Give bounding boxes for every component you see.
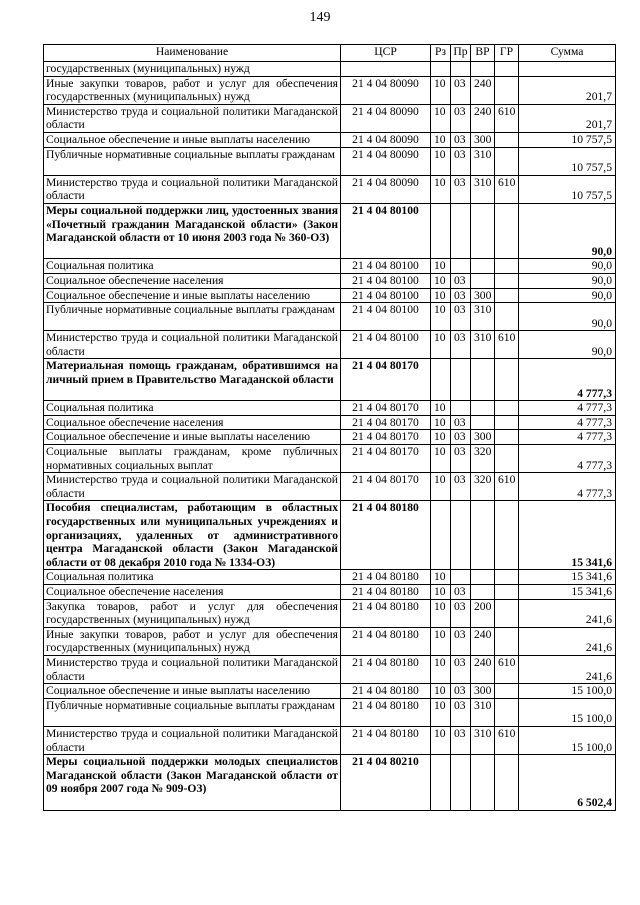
row-gr (495, 684, 519, 699)
row-gr (495, 273, 519, 288)
row-gr (495, 599, 519, 627)
row-gr (495, 288, 519, 303)
row-sum: 90,0 (519, 273, 616, 288)
row-rz (431, 755, 451, 810)
row-name: Социальное обеспечение и иные выплаты населению (44, 684, 341, 699)
row-pr: 03 (451, 175, 471, 203)
row-gr (495, 259, 519, 274)
row-vr: 320 (471, 445, 495, 473)
table-row (44, 76, 616, 104)
row-vr: 200 (471, 599, 495, 627)
row-csr: 21 4 04 80180 (341, 698, 431, 726)
row-gr: 610 (495, 656, 519, 684)
row-sum: 201,7 (519, 76, 616, 104)
row-sum: 4 777,3 (519, 473, 616, 501)
row-gr (495, 501, 519, 570)
row-name: Публичные нормативные социальные выплаты гражданам (44, 698, 341, 726)
row-sum: 90,0 (519, 288, 616, 303)
row-rz: 10 (431, 599, 451, 627)
row-sum: 10 757,5 (519, 147, 616, 175)
row-pr: 03 (451, 331, 471, 359)
row-csr: 21 4 04 80170 (341, 473, 431, 501)
row-pr: 03 (451, 147, 471, 175)
row-csr: 21 4 04 80180 (341, 684, 431, 699)
row-rz: 10 (431, 104, 451, 132)
row-sum: 15 341,6 (519, 570, 616, 585)
row-sum: 6 502,4 (519, 755, 616, 810)
row-sum: 241,6 (519, 627, 616, 655)
row-rz: 10 (431, 303, 451, 331)
row-rz: 10 (431, 288, 451, 303)
row-pr: 03 (451, 585, 471, 600)
row-vr (471, 203, 495, 258)
row-name: Социальная политика (44, 401, 341, 416)
row-rz: 10 (431, 259, 451, 274)
row-pr: 03 (451, 445, 471, 473)
row-vr: 240 (471, 76, 495, 104)
header-vr: ВР (471, 45, 495, 62)
table-row (44, 132, 616, 147)
row-rz: 10 (431, 331, 451, 359)
row-sum: 90,0 (519, 203, 616, 258)
row-pr (451, 259, 471, 274)
row-csr: 21 4 04 80090 (341, 104, 431, 132)
row-csr: 21 4 04 80180 (341, 627, 431, 655)
row-gr (495, 76, 519, 104)
row-rz: 10 (431, 147, 451, 175)
row-pr: 03 (451, 599, 471, 627)
row-csr: 21 4 04 80090 (341, 147, 431, 175)
row-vr (471, 585, 495, 600)
row-rz: 10 (431, 175, 451, 203)
row-gr (495, 401, 519, 416)
row-sum: 4 777,3 (519, 430, 616, 445)
row-pr (451, 570, 471, 585)
row-pr: 03 (451, 627, 471, 655)
row-gr (495, 430, 519, 445)
row-sum: 10 757,5 (519, 132, 616, 147)
row-gr: 610 (495, 473, 519, 501)
header-rz: Рз (431, 45, 451, 62)
row-name: Иные закупки товаров, работ и услуг для обеспечения государственных (муниципальных) нужд (44, 76, 341, 104)
header-name: Наименование (44, 45, 341, 62)
row-vr: 300 (471, 430, 495, 445)
row-vr (471, 415, 495, 430)
header-sum: Сумма (519, 45, 616, 62)
row-csr: 21 4 04 80090 (341, 175, 431, 203)
row-csr: 21 4 04 80090 (341, 132, 431, 147)
row-name: Министерство труда и социальной политики Магаданской области (44, 175, 341, 203)
row-sum: 15 100,0 (519, 698, 616, 726)
row-sum: 15 341,6 (519, 585, 616, 600)
row-sum: 4 777,3 (519, 359, 616, 401)
row-gr (495, 303, 519, 331)
row-csr: 21 4 04 80100 (341, 273, 431, 288)
row-csr: 21 4 04 80170 (341, 430, 431, 445)
table-row (44, 627, 616, 655)
table-row (44, 430, 616, 445)
row-sum: 15 100,0 (519, 684, 616, 699)
row-rz: 10 (431, 726, 451, 754)
row-rz: 10 (431, 698, 451, 726)
row-name: государственных (муниципальных) нужд (44, 62, 341, 77)
row-pr: 03 (451, 303, 471, 331)
row-rz: 10 (431, 473, 451, 501)
row-pr: 03 (451, 473, 471, 501)
row-csr: 21 4 04 80090 (341, 76, 431, 104)
row-sum: 90,0 (519, 331, 616, 359)
row-sum: 15 100,0 (519, 726, 616, 754)
row-gr (495, 132, 519, 147)
row-csr: 21 4 04 80170 (341, 445, 431, 473)
row-name: Меры социальной поддержки лиц, удостоенных звания «Почетный гражданин Магаданской области» (Закон Магаданской области от 10 июня 2003 года № 360-ОЗ) (44, 203, 341, 258)
table-row (44, 599, 616, 627)
row-sum: 15 341,6 (519, 501, 616, 570)
row-name: Публичные нормативные социальные выплаты гражданам (44, 303, 341, 331)
row-pr (451, 755, 471, 810)
row-sum: 201,7 (519, 104, 616, 132)
row-vr: 320 (471, 473, 495, 501)
table-row (44, 273, 616, 288)
row-gr (495, 147, 519, 175)
row-gr (495, 445, 519, 473)
row-gr (495, 203, 519, 258)
row-pr (451, 62, 471, 77)
row-rz: 10 (431, 656, 451, 684)
table-row (44, 684, 616, 699)
row-csr: 21 4 04 80170 (341, 415, 431, 430)
table-row (44, 303, 616, 331)
row-name: Социальная политика (44, 259, 341, 274)
header-pr: Пр (451, 45, 471, 62)
row-pr: 03 (451, 132, 471, 147)
row-name: Социальное обеспечение и иные выплаты населению (44, 430, 341, 445)
table-row (44, 473, 616, 501)
table-row (44, 570, 616, 585)
row-rz: 10 (431, 570, 451, 585)
row-name: Публичные нормативные социальные выплаты гражданам (44, 147, 341, 175)
row-sum (519, 62, 616, 77)
row-csr: 21 4 04 80180 (341, 570, 431, 585)
row-sum: 10 757,5 (519, 175, 616, 203)
row-csr (341, 62, 431, 77)
row-rz: 10 (431, 684, 451, 699)
row-sum: 4 777,3 (519, 445, 616, 473)
row-csr: 21 4 04 80170 (341, 359, 431, 401)
row-sum: 241,6 (519, 599, 616, 627)
table-row (44, 445, 616, 473)
row-rz: 10 (431, 415, 451, 430)
row-name: Иные закупки товаров, работ и услуг для обеспечения государственных (муниципальных) нужд (44, 627, 341, 655)
row-name: Социальное обеспечение и иные выплаты населению (44, 288, 341, 303)
row-gr (495, 755, 519, 810)
row-name: Министерство труда и социальной политики Магаданской области (44, 656, 341, 684)
row-csr: 21 4 04 80180 (341, 726, 431, 754)
row-vr: 300 (471, 288, 495, 303)
row-name: Министерство труда и социальной политики Магаданской области (44, 331, 341, 359)
table-row (44, 585, 616, 600)
row-name: Министерство труда и социальной политики Магаданской области (44, 104, 341, 132)
row-gr (495, 415, 519, 430)
row-gr (495, 570, 519, 585)
row-gr (495, 585, 519, 600)
row-csr: 21 4 04 80210 (341, 755, 431, 810)
table-row (44, 755, 616, 810)
row-vr (471, 501, 495, 570)
row-pr: 03 (451, 104, 471, 132)
table-row (44, 62, 616, 77)
row-vr (471, 570, 495, 585)
row-name: Социальные выплаты гражданам, кроме публичных нормативных социальных выплат (44, 445, 341, 473)
row-pr: 03 (451, 430, 471, 445)
row-sum: 4 777,3 (519, 401, 616, 416)
row-name: Социальное обеспечение и иные выплаты населению (44, 132, 341, 147)
page-number: 149 (309, 10, 331, 25)
header-csr: ЦСР (341, 45, 431, 62)
row-csr: 21 4 04 80100 (341, 259, 431, 274)
table-row (44, 259, 616, 274)
row-csr: 21 4 04 80180 (341, 585, 431, 600)
row-pr (451, 203, 471, 258)
row-name: Министерство труда и социальной политики Магаданской области (44, 726, 341, 754)
table-row (44, 726, 616, 754)
table-row (44, 288, 616, 303)
row-rz: 10 (431, 445, 451, 473)
row-vr: 240 (471, 627, 495, 655)
row-vr: 300 (471, 684, 495, 699)
header-gr: ГР (495, 45, 519, 62)
table-row (44, 698, 616, 726)
row-vr (471, 401, 495, 416)
row-pr (451, 401, 471, 416)
row-csr: 21 4 04 80100 (341, 331, 431, 359)
row-gr (495, 62, 519, 77)
row-csr: 21 4 04 80180 (341, 656, 431, 684)
row-pr: 03 (451, 726, 471, 754)
table-row (44, 415, 616, 430)
row-name: Пособия специалистам, работающим в областных государственных или муниципальных учреждениях и организациях, удаленных от административного центра Магаданской области (Закон Магаданской области от 08 декабря 2010 года № 1334-ОЗ) (44, 501, 341, 570)
row-gr (495, 627, 519, 655)
table-row (44, 104, 616, 132)
table-header-row (44, 45, 616, 62)
row-rz: 10 (431, 273, 451, 288)
table-row (44, 331, 616, 359)
row-vr: 310 (471, 147, 495, 175)
row-pr: 03 (451, 273, 471, 288)
table-row (44, 656, 616, 684)
row-vr (471, 273, 495, 288)
row-name: Социальное обеспечение населения (44, 585, 341, 600)
row-csr: 21 4 04 80100 (341, 203, 431, 258)
row-rz: 10 (431, 132, 451, 147)
row-name: Материальная помощь гражданам, обратившимся на личный прием в Правительство Магаданской области (44, 359, 341, 401)
row-pr: 03 (451, 684, 471, 699)
row-pr: 03 (451, 288, 471, 303)
row-vr: 310 (471, 331, 495, 359)
budget-table (43, 44, 616, 811)
row-sum: 4 777,3 (519, 415, 616, 430)
row-vr: 310 (471, 698, 495, 726)
row-vr: 240 (471, 656, 495, 684)
row-gr: 610 (495, 175, 519, 203)
row-pr: 03 (451, 76, 471, 104)
row-gr (495, 359, 519, 401)
row-csr: 21 4 04 80180 (341, 599, 431, 627)
row-pr (451, 501, 471, 570)
row-name: Социальное обеспечение населения (44, 415, 341, 430)
row-gr: 610 (495, 726, 519, 754)
row-rz (431, 203, 451, 258)
row-sum: 90,0 (519, 303, 616, 331)
row-vr (471, 259, 495, 274)
row-name: Социальное обеспечение населения (44, 273, 341, 288)
row-name: Социальная политика (44, 570, 341, 585)
row-vr (471, 359, 495, 401)
table-row (44, 203, 616, 258)
row-rz: 10 (431, 627, 451, 655)
row-rz (431, 62, 451, 77)
row-csr: 21 4 04 80100 (341, 303, 431, 331)
row-name: Закупка товаров, работ и услуг для обеспечения государственных (муниципальных) нужд (44, 599, 341, 627)
row-pr: 03 (451, 698, 471, 726)
row-pr: 03 (451, 415, 471, 430)
table-row (44, 175, 616, 203)
row-rz: 10 (431, 76, 451, 104)
table-row (44, 401, 616, 416)
row-vr (471, 62, 495, 77)
table-row (44, 359, 616, 401)
row-rz (431, 359, 451, 401)
row-name: Меры социальной поддержки молодых специалистов Магаданской области (Закон Магаданской области от 09 ноября 2007 года № 909-ОЗ) (44, 755, 341, 810)
row-csr: 21 4 04 80100 (341, 288, 431, 303)
row-vr: 240 (471, 104, 495, 132)
row-gr: 610 (495, 104, 519, 132)
row-rz: 10 (431, 585, 451, 600)
row-vr: 310 (471, 726, 495, 754)
row-vr: 310 (471, 303, 495, 331)
row-rz (431, 501, 451, 570)
row-vr: 300 (471, 132, 495, 147)
row-pr (451, 359, 471, 401)
row-gr: 610 (495, 331, 519, 359)
row-name: Министерство труда и социальной политики Магаданской области (44, 473, 341, 501)
row-gr (495, 698, 519, 726)
row-csr: 21 4 04 80170 (341, 401, 431, 416)
table-row (44, 147, 616, 175)
row-pr: 03 (451, 656, 471, 684)
table-row (44, 501, 616, 570)
row-sum: 90,0 (519, 259, 616, 274)
row-rz: 10 (431, 401, 451, 416)
row-rz: 10 (431, 430, 451, 445)
row-sum: 241,6 (519, 656, 616, 684)
row-csr: 21 4 04 80180 (341, 501, 431, 570)
row-vr (471, 755, 495, 810)
row-vr: 310 (471, 175, 495, 203)
